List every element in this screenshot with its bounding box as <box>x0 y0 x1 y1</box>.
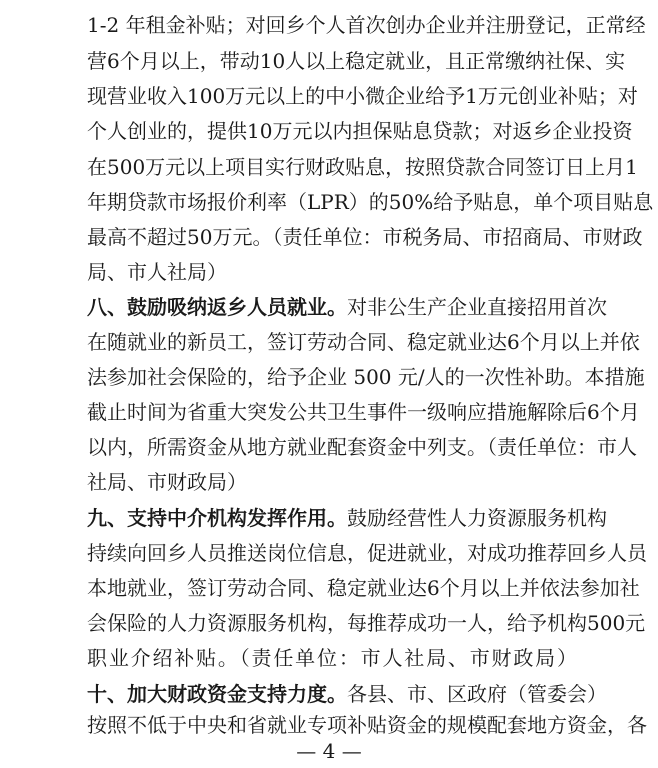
text-line <box>87 82 638 110</box>
text-line <box>87 153 638 181</box>
text-line <box>87 609 646 637</box>
text-line <box>87 468 577 496</box>
text-line <box>87 117 633 145</box>
line-text: 1-2 年租金补贴；对回乡个人首次创办企业并注册登记，正常经 <box>87 13 646 37</box>
line-text: 在500万元以上项目实行财政贴息，按照贷款合同签订日上月1 <box>87 155 638 179</box>
line-text: 局、市人社局） <box>87 260 227 284</box>
line-text: 按照不低于中央和省就业专项补贴资金的规模配套地方资金，各 <box>87 713 647 737</box>
line-text: 现营业收入100万元以上的中小微企业给予1万元创业补贴；对 <box>87 84 638 108</box>
section-9-first-line <box>87 504 607 532</box>
section-10-first-line <box>87 680 607 708</box>
text-line <box>87 11 646 39</box>
line-text: 本地就业，签订劳动合同、稳定就业达6个月以上并依法参加社 <box>87 576 640 600</box>
text-line <box>87 223 643 251</box>
line-text: 社局、市财政局） <box>87 470 247 494</box>
line-text: 法参加社会保险的，给予企业 500 元/人的一次性补助。本措施 <box>87 365 645 389</box>
text-line <box>87 574 640 602</box>
text-line <box>87 539 647 567</box>
text-line <box>87 711 647 739</box>
text-line <box>87 433 637 461</box>
section-heading: 十、加大财政资金支持力度。 <box>87 682 347 706</box>
text-line <box>87 47 626 75</box>
text-line <box>87 363 645 391</box>
line-text: 以内，所需资金从地方就业配套资金中列支。（责任单位：市人 <box>87 435 637 459</box>
section-heading: 九、支持中介机构发挥作用。 <box>87 506 347 530</box>
line-text: 个人创业的，提供10万元以内担保贴息贷款；对返乡企业投资 <box>87 119 633 143</box>
text-line <box>87 328 640 356</box>
line-text: 职业介绍补贴。（责任单位：市人社局、市财政局） <box>87 646 579 670</box>
line-text: 在随就业的新员工，签订劳动合同、稳定就业达6个月以上并依 <box>87 330 640 354</box>
text-line <box>87 644 577 672</box>
line-text: 持续向回乡人员推送岗位信息，促进就业，对成功推荐回乡人员 <box>87 541 647 565</box>
line-text: 各县、市、区政府（管委会） <box>347 682 607 706</box>
section-heading: 八、鼓励吸纳返乡人员就业。 <box>87 295 347 319</box>
line-text: 营6个月以上，带动10人以上稳定就业，且正常缴纳社保、实 <box>87 49 626 73</box>
line-text: 最高不超过50万元。（责任单位：市税务局、市招商局、市财政 <box>87 225 643 249</box>
line-text: 对非公生产企业直接招用首次 <box>347 295 607 319</box>
text-line <box>87 398 640 426</box>
line-text: 年期贷款市场报价利率（LPR）的50%给予贴息，单个项目贴息 <box>87 190 654 214</box>
line-text: 截止时间为省重大突发公共卫生事件一级响应措施解除后6个月 <box>87 400 640 424</box>
text-line <box>87 188 654 216</box>
text-line <box>87 258 577 286</box>
line-text: 鼓励经营性人力资源服务机构 <box>347 506 607 530</box>
page-number: — 4 — <box>296 739 362 763</box>
section-8-first-line <box>87 293 607 321</box>
line-text: 会保险的人力资源服务机构，每推荐成功一人，给予机构500元 <box>87 611 646 635</box>
